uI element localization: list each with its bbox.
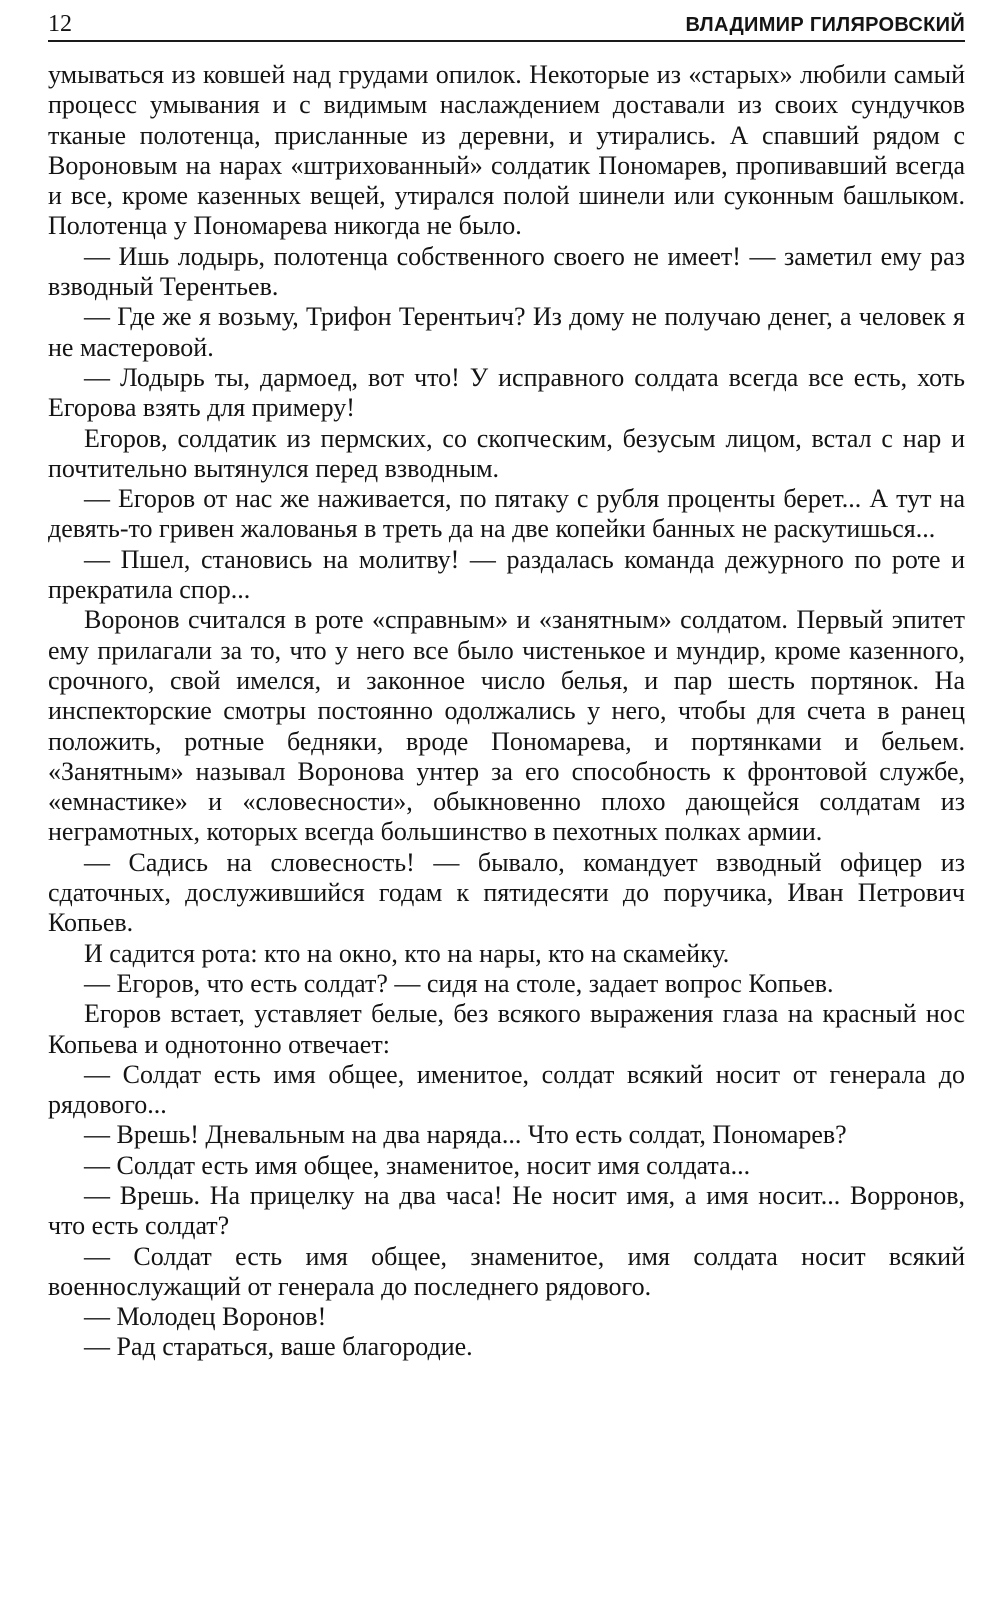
- running-header: [48, 4, 965, 42]
- paragraph: Егоров, солдатик из пермских, со скопческим, безусым лицом, встал с нар и почтительно вытянулся перед взводным.: [48, 423, 965, 483]
- paragraph: — Ишь лодырь, полотенца собственного своего не имеет! — заметил ему раз взводный Терентьев.: [48, 241, 965, 302]
- paragraph: — Молодец Воронов!: [84, 1302, 327, 1332]
- paragraph: — Солдат есть имя общее, именитое, солдат всякий носит от генерала до рядового...: [48, 1059, 965, 1120]
- paragraph: — Лодырь ты, дармоед, вот что! У исправного солдата всегда все есть, хоть Егорова взять для примеру!: [48, 362, 965, 423]
- paragraph: Егоров встает, уставляет белые, без всякого выражения глаза на красный нос Копьева и однотонно отвечает:: [48, 999, 965, 1059]
- body-text: [48, 60, 965, 1363]
- paragraph: — Врешь. На прицелку на два часа! Не носит имя, а имя носит... Ворронов, что есть солдат?: [48, 1180, 965, 1241]
- page-number: 12: [48, 11, 72, 37]
- paragraph-continued: умываться из ковшей над грудами опилок. Некоторые из «старых» любили самый процесс умывания и с видимым наслаждением доставали из своих сундучков тканые полотенца, присланные из деревни, и утирались. А спавший рядом с Вороновым на нарах «штрихованный» солдатик Пономарев, пропивавший всегда и все, кроме казенных вещей, утирался полой шинели или суконным башлыком. Полотенца у Пономарева никогда не было.: [48, 60, 965, 241]
- paragraph: — Рад стараться, ваше благородие.: [84, 1332, 473, 1362]
- paragraph: — Где же я возьму, Трифон Терентьич? Из дому не получаю денег, а человек я не мастеровой.: [48, 302, 965, 362]
- paragraph: — Врешь! Дневальным на два наряда... Что есть солдат, Пономарев?: [84, 1120, 847, 1150]
- paragraph: Воронов считался в роте «справным» и «занятным» солдатом. Первый эпитет ему прилагали за то, что у него все было чистенькое и мундир, кроме казенного, срочного, свой имелся, и законное число белья, и пар шесть портянок. На инспекторские смотры постоянно одолжались у него, чтобы для счета в ранец положить, ротные бедняки, вроде Пономарева, и портянками и бельем. «Занятным» называл Воронова унтер за его способность к фронтовой службе, «емнастике» и «словесности», обыкновенно плохо дающейся солдатам из неграмотных, которых всегда большинство в пехотных полках армии.: [48, 605, 965, 847]
- paragraph: — Солдат есть имя общее, знаменитое, носит имя солдата...: [84, 1150, 751, 1180]
- paragraph: И садится рота: кто на окно, кто на нары, кто на скамейку.: [84, 938, 730, 968]
- paragraph: — Солдат есть имя общее, знаменитое, имя солдата носит всякий военнослужащий от генерала до последнего рядового.: [48, 1241, 965, 1301]
- paragraph: — Егоров, что есть солдат? — сидя на столе, задает вопрос Копьев.: [84, 968, 834, 998]
- paragraph: — Егоров от нас же наживается, по пятаку с рубля проценты берет... А тут на девять-то гривен жалованья в треть да на две копейки банных не раскутишься...: [48, 484, 965, 544]
- book-page: [48, 0, 965, 1610]
- running-title: ВЛАДИМИР ГИЛЯРОВСКИЙ: [685, 14, 965, 36]
- paragraph: — Садись на словесность! — бывало, командует взводный офицер из сдаточных, дослужившийся годам к пятидесяти до поручика, Иван Петрович Копьев.: [48, 847, 965, 938]
- paragraph: — Пшел, становись на молитву! — раздалась команда дежурного по роте и прекратила спор...: [48, 544, 965, 605]
